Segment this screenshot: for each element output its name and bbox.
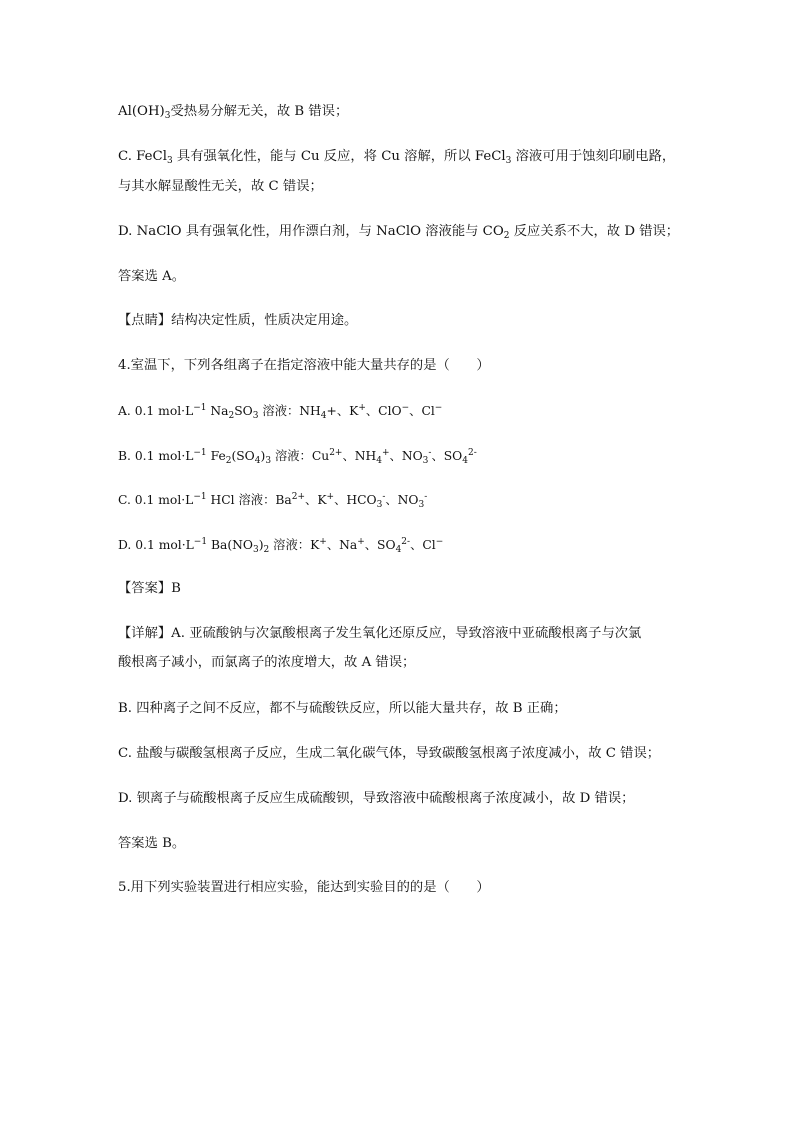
explanation-line-5	[118, 789, 678, 809]
subscript: 3	[418, 500, 425, 510]
text-run: 酸根离子减小，而氯离子的浓度增大，故 A 错误；	[118, 655, 416, 670]
question-5-stem	[118, 878, 678, 898]
text-run: 溶液：NH	[258, 404, 321, 418]
subscript: 3	[164, 111, 171, 121]
text-run: 反应关系不大，故 D 错误；	[509, 224, 680, 239]
answer-line	[118, 579, 678, 599]
text-run: Fe	[206, 449, 226, 463]
superscript: -	[428, 448, 432, 458]
subscript: 2	[503, 231, 510, 241]
superscript: −1	[193, 492, 207, 502]
option-c	[118, 490, 678, 510]
subscript: 4	[254, 456, 261, 466]
subscript: 2	[225, 456, 232, 466]
text-run: A. 0.1 mol·L	[118, 404, 194, 418]
explanation-line-2	[118, 653, 678, 673]
answer-choice-b	[118, 834, 678, 854]
subscript: 4	[395, 545, 402, 555]
text-run: C. FeCl	[118, 149, 167, 164]
subscript: 3	[265, 456, 272, 466]
subscript: 3	[166, 156, 173, 166]
superscript: +	[319, 537, 327, 547]
text-run: SO	[234, 404, 253, 418]
text-run: D. 钡离子与硫酸根离子反应生成硫酸钡，导致溶液中硫酸根离子浓度减小，故 D 错误；	[118, 791, 635, 806]
explanation-line-4	[118, 744, 678, 764]
text-run: 5.用下列实验装置进行相应实验，能达到实验目的的是（ ）	[118, 880, 490, 895]
superscript: -	[382, 492, 386, 502]
text-run: 【点睛】结构决定性质，性质决定用途。	[118, 313, 358, 328]
subscript: 3	[505, 156, 512, 166]
text-run: 、SO	[364, 538, 396, 552]
superscript: 2+	[329, 448, 343, 458]
text-line-1	[118, 102, 678, 122]
text-run: (SO	[231, 449, 255, 463]
text-run: D. 0.1 mol·L	[118, 538, 194, 552]
text-line-5	[118, 267, 678, 287]
superscript: −	[435, 537, 444, 547]
superscript: +	[381, 448, 390, 458]
option-a	[118, 401, 678, 421]
text-run: 答案选 A。	[118, 269, 186, 284]
superscript: 2-	[401, 537, 411, 547]
text-run: 溶液：K	[269, 538, 320, 552]
text-run: 与其水解显酸性无关，故 C 错误；	[118, 179, 323, 194]
text-line-4	[118, 222, 678, 242]
text-run: 、NO	[389, 449, 423, 463]
text-run: Ba(NO	[207, 538, 253, 552]
text-run: 答案选 B。	[118, 836, 186, 851]
subscript: 3	[376, 500, 383, 510]
text-run: +、K	[326, 404, 359, 418]
text-run: 、NH	[342, 449, 377, 463]
superscript: −	[434, 403, 443, 413]
text-run: C. 0.1 mol·L	[118, 493, 194, 507]
text-run: D. NaClO 具有强氧化性，用作漂白剂，与 NaClO 溶液能与 CO	[118, 224, 504, 239]
question-4-stem	[118, 356, 678, 376]
text-run: B. 0.1 mol·L	[118, 449, 194, 463]
superscript: +	[357, 537, 365, 547]
subscript: 4	[462, 456, 468, 466]
text-line-2	[118, 147, 678, 167]
text-run: 、NO	[385, 493, 419, 507]
text-run: 4.室温下，下列各组离子在指定溶液中能大量共存的是（ ）	[118, 358, 490, 373]
text-run: Na	[206, 404, 229, 418]
superscript: −1	[193, 537, 208, 547]
option-d	[118, 535, 678, 555]
text-run: 、HCO	[334, 493, 377, 507]
text-run: C. 盐酸与碳酸氢根离子反应，生成二氧化碳气体，导致碳酸氢根离子浓度减小，故 C 错误；	[118, 746, 661, 761]
text-line-6	[118, 311, 678, 331]
text-run: Al(OH)	[118, 104, 165, 119]
text-run: 、Cl	[409, 404, 435, 418]
text-run: 、Cl	[410, 538, 436, 552]
text-run: B. 四种离子之间不反应，都不与硫酸铁反应，所以能大量共存，故 B 正确；	[118, 701, 567, 716]
superscript: 2+	[291, 492, 306, 502]
subscript: 2	[228, 411, 235, 421]
text-run: )	[260, 449, 266, 463]
text-run: 溶液：Cu	[271, 449, 330, 463]
superscript: 2-	[468, 448, 477, 458]
text-run: 、K	[305, 493, 327, 507]
text-run: 具有强氧化性，能与 Cu 反应，将 Cu 溶解，所以 FeCl	[172, 149, 506, 164]
superscript: −	[401, 403, 410, 413]
superscript: +	[326, 492, 335, 502]
text-run: 、Na	[326, 538, 358, 552]
text-run: 【答案】B	[118, 581, 181, 596]
superscript: +	[358, 403, 366, 413]
subscript: 2	[263, 545, 270, 555]
superscript: −1	[193, 403, 207, 413]
text-run: 、SO	[431, 449, 463, 463]
text-run: )	[258, 538, 264, 552]
text-run: HCl 溶液：Ba	[206, 493, 292, 507]
text-line-3	[118, 177, 678, 197]
explanation-line-3	[118, 699, 678, 719]
superscript: -	[424, 492, 428, 502]
text-run: 、ClO	[365, 404, 402, 418]
superscript: −1	[193, 448, 207, 458]
text-run: 溶液可用于蚀刻印刷电路，	[511, 149, 676, 164]
subscript: 3	[422, 456, 429, 466]
subscript: 3	[252, 411, 259, 421]
text-run: 受热易分解无关，故 B 错误；	[170, 104, 349, 119]
subscript: 4	[376, 456, 382, 466]
text-run: 【详解】A. 亚硫酸钠与次氯酸根离子发生氧化还原反应，导致溶液中亚硫酸根离子与次氯	[118, 626, 642, 641]
subscript: 4	[320, 411, 327, 421]
option-b	[118, 446, 678, 466]
explanation-line-1	[118, 624, 678, 644]
subscript: 3	[252, 545, 259, 555]
